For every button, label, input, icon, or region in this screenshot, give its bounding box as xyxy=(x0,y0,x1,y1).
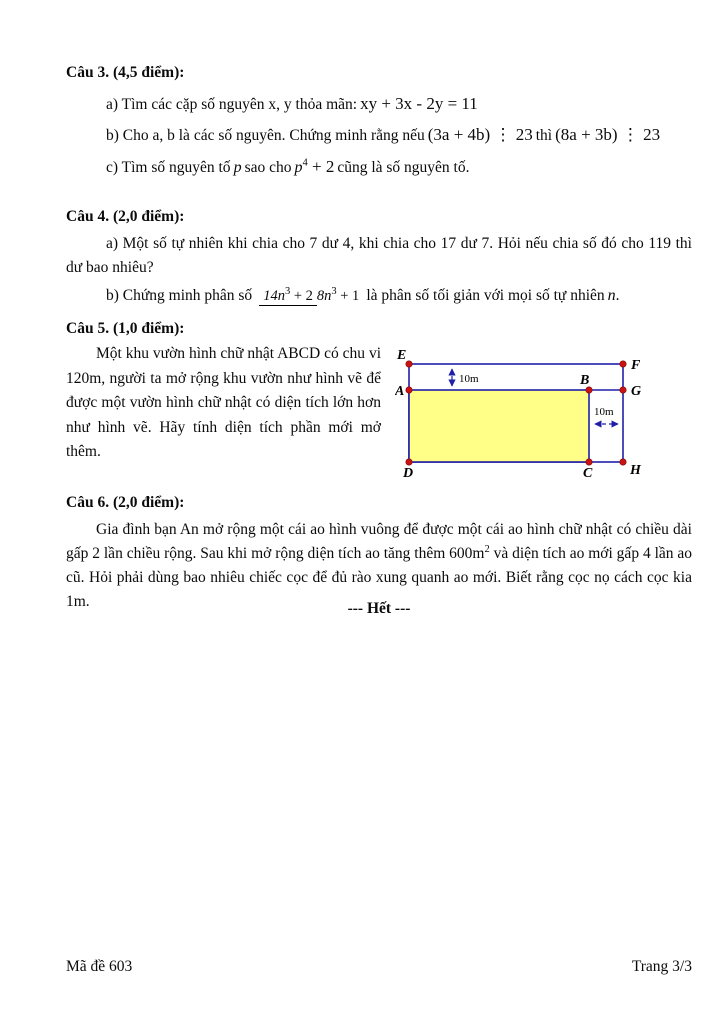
vertex-label-B: B xyxy=(580,373,590,388)
vertex-dot-A xyxy=(406,387,412,393)
cau3-b-text: b) Cho a, b là các số nguyên. Chứng minh rằng nếu xyxy=(106,127,425,144)
vertex-label-D: D xyxy=(403,466,414,481)
cau6-heading: Câu 6. (2,0 điểm): xyxy=(66,494,185,511)
vertex-dot-C xyxy=(586,459,592,465)
numerator-exponent: 3 xyxy=(284,286,291,298)
cau5-heading: Câu 5. (1,0 điểm): xyxy=(66,320,185,337)
cau4-b-variable-n: n xyxy=(607,287,616,304)
right-dimension-label: 10m xyxy=(594,406,614,418)
vertex-dot-G xyxy=(620,387,626,393)
cau3-b-divisibility-2: (8a + 3b) ⋮ 23 xyxy=(555,125,661,144)
cau6-square-exponent: 2 xyxy=(484,543,490,555)
denominator-rest: + 1 xyxy=(336,288,360,305)
cau4-item-b xyxy=(66,284,692,308)
vertex-label-C: C xyxy=(583,466,593,481)
cau3-heading: Câu 3. (4,5 điểm): xyxy=(66,64,185,81)
cau3-item-c xyxy=(66,154,692,181)
cau3-c-end: cũng là số nguyên tố. xyxy=(337,159,470,176)
vertex-dot-E xyxy=(406,361,412,367)
cau4-item-a: a) Một số tự nhiên khi chia cho 7 dư 4, khi chia cho 17 dư 7. Hỏi nếu chia số đó cho 119 thì dư bao nhiêu? xyxy=(66,235,692,276)
denominator-base: 8n xyxy=(316,288,332,305)
vertex-label-E: E xyxy=(397,348,407,363)
cau3-c-rest: + 2 xyxy=(311,157,335,176)
denominator-exponent: 3 xyxy=(331,286,337,298)
cau3-a-equation: xy + 3x - 2y = 11 xyxy=(360,94,478,113)
cau3-item-b xyxy=(66,122,692,149)
cau3-c-pre: c) Tìm số nguyên tố xyxy=(106,159,231,176)
cau6-body-post: và diện tích ao mới gấp 4 lần ao cũ. Hỏi phải dùng bao nhiêu chiếc cọc để đủ rào xung quanh ao mới. Biết rằng cọc nọ cách cọc kia 1m. xyxy=(66,545,693,610)
vertex-dot-F xyxy=(620,361,626,367)
cau3-c-mid: sao cho xyxy=(244,159,292,176)
fraction-denominator xyxy=(317,287,359,304)
yellow-garden-rectangle xyxy=(409,390,589,462)
fraction-numerator xyxy=(259,288,317,306)
page-footer xyxy=(66,958,692,976)
vertex-label-G: G xyxy=(631,384,642,399)
fraction xyxy=(259,287,359,305)
cau6-body-pre: Gia đình bạn An mở rộng một cái ao hình vuông để được một cái ao hình chữ nhật có chiều dài gấp 2 lần chiều rộng. Sau khi mở rộng diện tích ao tăng thêm 600m xyxy=(66,521,692,562)
numerator-rest: + 2 xyxy=(290,288,313,305)
cau3-c-variable-p: p xyxy=(233,159,242,176)
section-cau6 xyxy=(66,492,692,614)
end-of-exam-marker: --- Hết --- xyxy=(347,600,411,617)
cau5-row xyxy=(66,342,692,486)
cau5-body: Một khu vườn hình chữ nhật ABCD có chu vi 120m, người ta mở rộng khu vườn như hình vẽ để được một vườn hình chữ nhật có diện tích lớn hơn như hình vẽ. Hãy tính diện tích phần mới mở thêm. xyxy=(66,345,381,460)
garden-rectangle-diagram xyxy=(395,346,665,481)
cau3-item-a xyxy=(66,91,692,118)
cau3-a-text: a) Tìm các cặp số nguyên x, y thỏa mãn: xyxy=(106,96,358,113)
page-number: Trang 3/3 xyxy=(631,958,692,975)
vertex-label-H: H xyxy=(630,463,641,478)
section-cau5 xyxy=(66,318,692,486)
vertex-label-F: F xyxy=(631,358,641,373)
vertex-dot-H xyxy=(620,459,626,465)
cau3-c-p-exponent: 4 xyxy=(302,157,308,169)
cau3-b-mid: thì xyxy=(535,127,553,144)
cau3-c-p-base: p xyxy=(294,159,303,176)
vertex-label-A: A xyxy=(395,384,405,399)
top-dimension-label: 10m xyxy=(459,373,479,385)
vertex-dot-D xyxy=(406,459,412,465)
cau3-b-divisibility-1: (3a + 4b) ⋮ 23 xyxy=(427,125,533,144)
cau3-c-power-expression xyxy=(294,157,334,176)
cau4-b-post: là phân số tối giản với mọi số tự nhiên xyxy=(366,287,605,304)
section-cau4 xyxy=(66,206,692,308)
cau4-b-end: . xyxy=(615,287,620,304)
garden-figure xyxy=(395,346,665,486)
cau4-heading: Câu 4. (2,0 điểm): xyxy=(66,208,185,225)
cau4-b-pre: b) Chứng minh phân số xyxy=(106,287,253,304)
numerator-base: 14n xyxy=(263,288,285,305)
section-cau3 xyxy=(66,62,692,181)
exam-code: Mã đề 603 xyxy=(66,958,133,975)
